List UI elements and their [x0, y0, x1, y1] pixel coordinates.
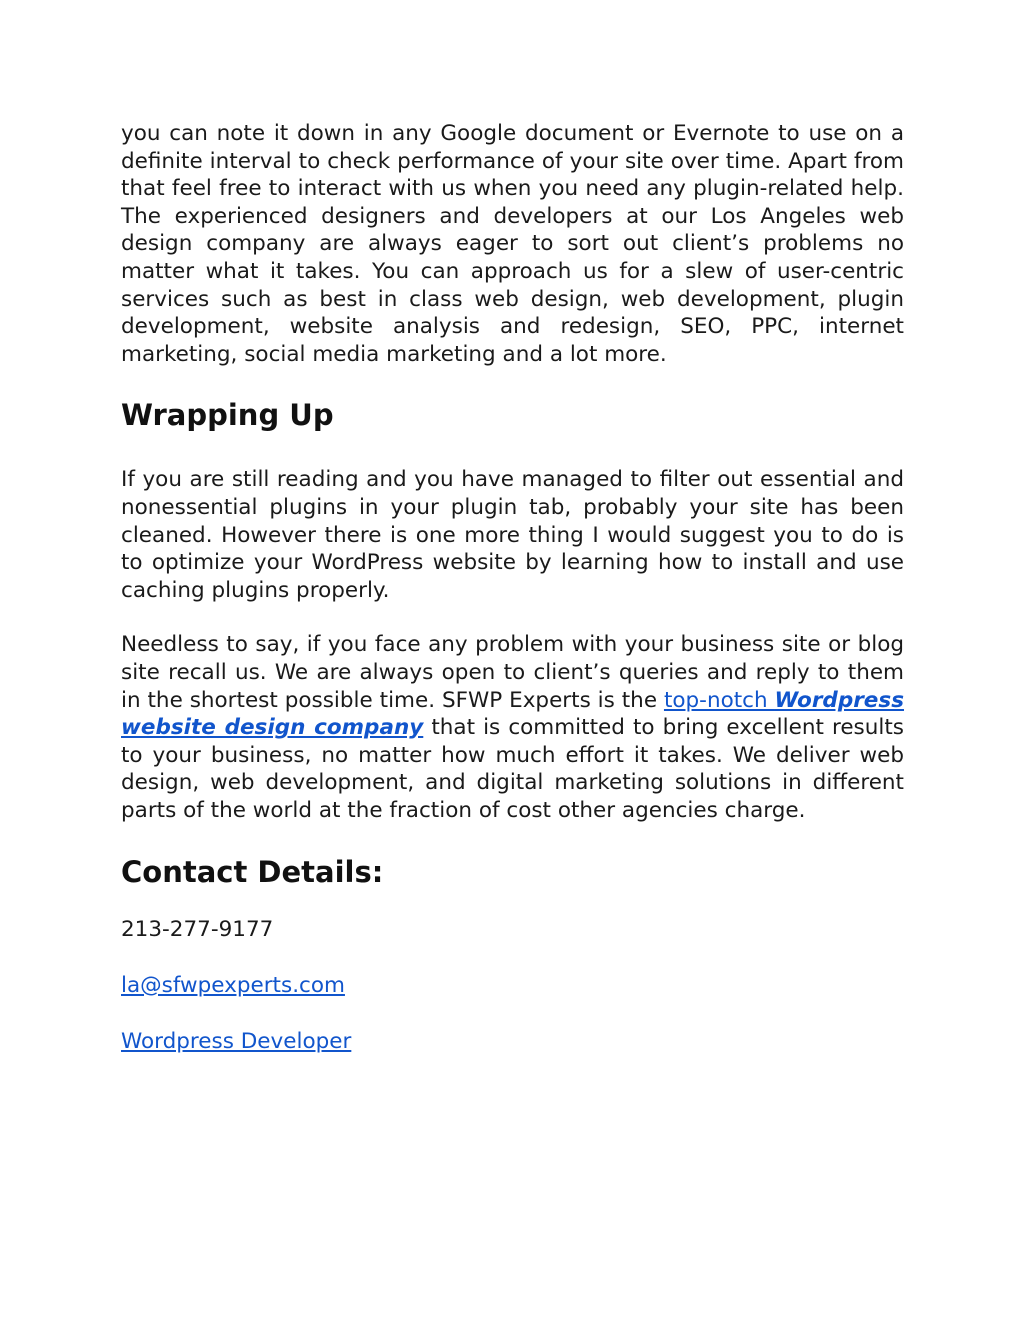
document-page [121, 120, 904, 1055]
paragraph-2-after-link: that is committed to bring excellent results to your business, no matter how much effort it takes. We deliver web design, web development, and digital marketing solutions in different parts of the world at the fraction of cost other agencies charge. [121, 715, 904, 823]
contact-details-heading: Contact Details: [121, 855, 384, 890]
wrapping-up-heading: Wrapping Up [121, 398, 334, 433]
wrapping-up-paragraph-2 [121, 631, 904, 824]
wrapping-up-paragraph-1: If you are still reading and you have managed to filter out essential and nonessential plugins in your plugin tab, probably your site has been cleaned. However there is one more thing I would suggest you to do is to optimize your WordPress website by learning how to install and use caching plugins properly. [121, 467, 904, 603]
contact-phone: 213-277-9177 [121, 917, 274, 943]
intro-paragraph: you can note it down in any Google document or Evernote to use on a definite interval to check performance of your site over time. Apart from that feel free to interact with us when you need any plugin-related help. The experienced designers and developers at our Los Angeles web design company are always eager to sort out client’s problems no matter what it takes. You can approach us for a slew of user-centric services such as best in class web design, web development, plugin development, website analysis and redesign, SEO, PPC, internet marketing, social media marketing and a lot more. [121, 121, 904, 367]
design-company-link-bold: Wordpress website design company [121, 687, 904, 741]
wordpress-developer-link[interactable]: Wordpress Developer [121, 1028, 352, 1054]
paragraph-2-before-link: Needless to say, if you face any problem with your business site or blog site recall us. We are always open to client’s queries and reply to them in the shortest possible time. SFWP Experts is the [121, 632, 904, 713]
contact-email-link[interactable]: la@sfwpexperts.com [121, 973, 345, 999]
contact-email-line [121, 972, 904, 1000]
developer-link-line [121, 1028, 904, 1056]
design-company-link-plain: top-notch [663, 687, 775, 713]
